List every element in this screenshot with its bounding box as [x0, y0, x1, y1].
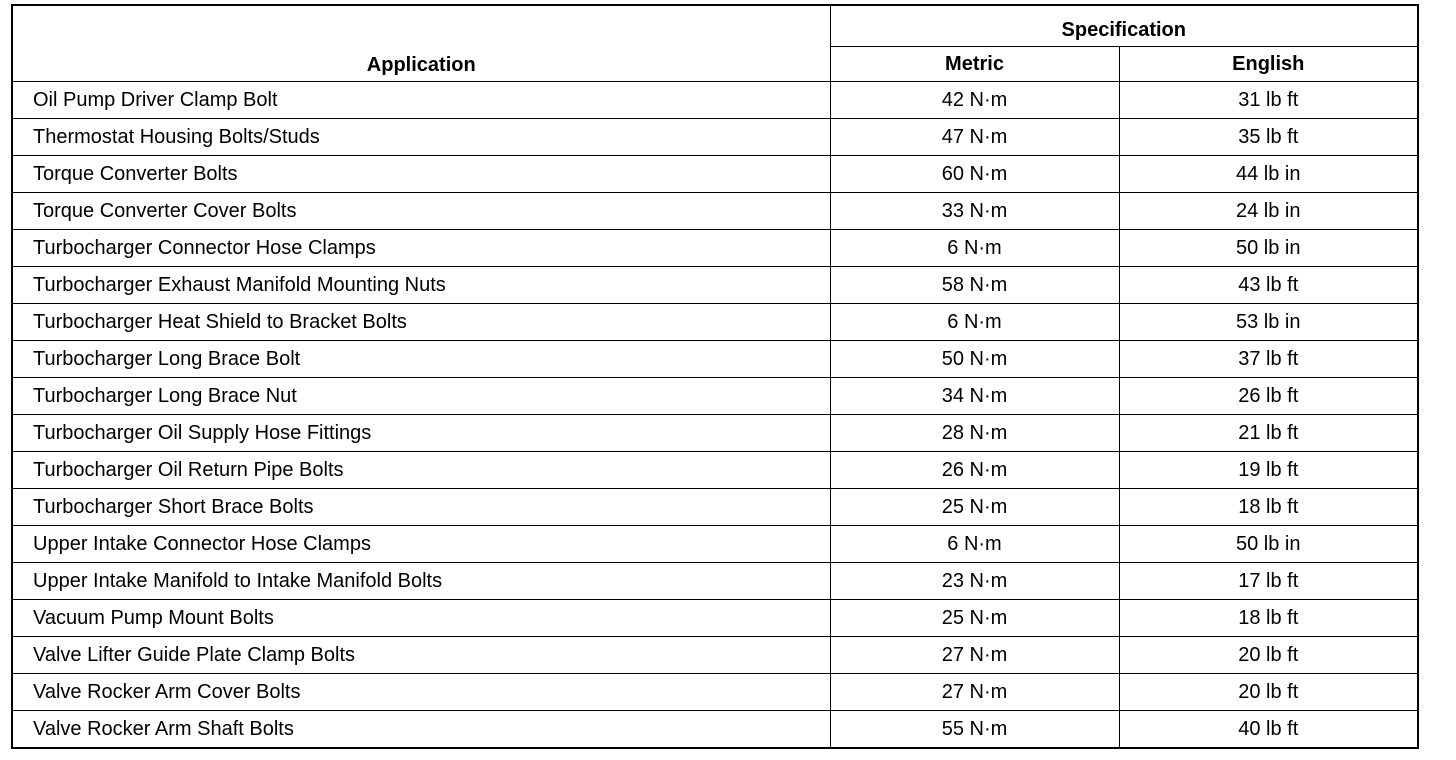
table-row: [12, 156, 1418, 193]
application-cell: Thermostat Housing Bolts/Studs: [12, 119, 830, 156]
english-header: English: [1119, 47, 1418, 82]
english-cell: 19 lb ft: [1119, 452, 1418, 489]
application-cell: Turbocharger Long Brace Bolt: [12, 341, 830, 378]
application-cell: Turbocharger Oil Supply Hose Fittings: [12, 415, 830, 452]
application-cell: Valve Rocker Arm Shaft Bolts: [12, 711, 830, 749]
metric-cell: 25 N·m: [830, 600, 1119, 637]
metric-cell: 60 N·m: [830, 156, 1119, 193]
english-cell: 35 lb ft: [1119, 119, 1418, 156]
english-cell: 40 lb ft: [1119, 711, 1418, 749]
metric-cell: 23 N·m: [830, 563, 1119, 600]
application-cell: Upper Intake Connector Hose Clamps: [12, 526, 830, 563]
application-cell: Turbocharger Heat Shield to Bracket Bolts: [12, 304, 830, 341]
english-cell: 43 lb ft: [1119, 267, 1418, 304]
metric-cell: 6 N·m: [830, 526, 1119, 563]
english-cell: 20 lb ft: [1119, 637, 1418, 674]
english-cell: 21 lb ft: [1119, 415, 1418, 452]
table-row: [12, 304, 1418, 341]
application-cell: Torque Converter Bolts: [12, 156, 830, 193]
metric-cell: 25 N·m: [830, 489, 1119, 526]
english-cell: 20 lb ft: [1119, 674, 1418, 711]
metric-cell: 33 N·m: [830, 193, 1119, 230]
table-row: [12, 82, 1418, 119]
english-cell: 53 lb in: [1119, 304, 1418, 341]
application-cell: Valve Lifter Guide Plate Clamp Bolts: [12, 637, 830, 674]
metric-cell: 27 N·m: [830, 637, 1119, 674]
table-row: [12, 267, 1418, 304]
metric-cell: 28 N·m: [830, 415, 1119, 452]
application-cell: Valve Rocker Arm Cover Bolts: [12, 674, 830, 711]
metric-cell: 6 N·m: [830, 304, 1119, 341]
table-header: [12, 5, 1418, 82]
english-cell: 24 lb in: [1119, 193, 1418, 230]
table-row: [12, 415, 1418, 452]
table-row: [12, 526, 1418, 563]
metric-cell: 42 N·m: [830, 82, 1119, 119]
torque-specification-table: [11, 4, 1419, 749]
table-row: [12, 711, 1418, 749]
english-cell: 26 lb ft: [1119, 378, 1418, 415]
application-cell: Turbocharger Connector Hose Clamps: [12, 230, 830, 267]
metric-header: Metric: [830, 47, 1119, 82]
english-cell: 18 lb ft: [1119, 489, 1418, 526]
metric-cell: 50 N·m: [830, 341, 1119, 378]
metric-cell: 34 N·m: [830, 378, 1119, 415]
table-row: [12, 341, 1418, 378]
table-row: [12, 119, 1418, 156]
table-row: [12, 489, 1418, 526]
english-cell: 44 lb in: [1119, 156, 1418, 193]
english-cell: 37 lb ft: [1119, 341, 1418, 378]
english-cell: 31 lb ft: [1119, 82, 1418, 119]
application-cell: Turbocharger Long Brace Nut: [12, 378, 830, 415]
english-cell: 50 lb in: [1119, 230, 1418, 267]
application-cell: Turbocharger Oil Return Pipe Bolts: [12, 452, 830, 489]
specification-header: Specification: [830, 5, 1418, 47]
table-row: [12, 563, 1418, 600]
metric-cell: 26 N·m: [830, 452, 1119, 489]
english-cell: 17 lb ft: [1119, 563, 1418, 600]
table-row: [12, 378, 1418, 415]
application-cell: Torque Converter Cover Bolts: [12, 193, 830, 230]
english-cell: 50 lb in: [1119, 526, 1418, 563]
metric-cell: 47 N·m: [830, 119, 1119, 156]
metric-cell: 55 N·m: [830, 711, 1119, 749]
table-row: [12, 674, 1418, 711]
table-row: [12, 637, 1418, 674]
table-body: [12, 82, 1418, 749]
table-row: [12, 230, 1418, 267]
english-cell: 18 lb ft: [1119, 600, 1418, 637]
metric-cell: 58 N·m: [830, 267, 1119, 304]
application-cell: Turbocharger Short Brace Bolts: [12, 489, 830, 526]
application-header: Application: [12, 5, 830, 82]
metric-cell: 27 N·m: [830, 674, 1119, 711]
table-row: [12, 193, 1418, 230]
application-cell: Upper Intake Manifold to Intake Manifold Bolts: [12, 563, 830, 600]
table-row: [12, 452, 1418, 489]
application-cell: Turbocharger Exhaust Manifold Mounting Nuts: [12, 267, 830, 304]
metric-cell: 6 N·m: [830, 230, 1119, 267]
application-cell: Vacuum Pump Mount Bolts: [12, 600, 830, 637]
header-row-top: [12, 5, 1418, 47]
table-row: [12, 600, 1418, 637]
application-cell: Oil Pump Driver Clamp Bolt: [12, 82, 830, 119]
